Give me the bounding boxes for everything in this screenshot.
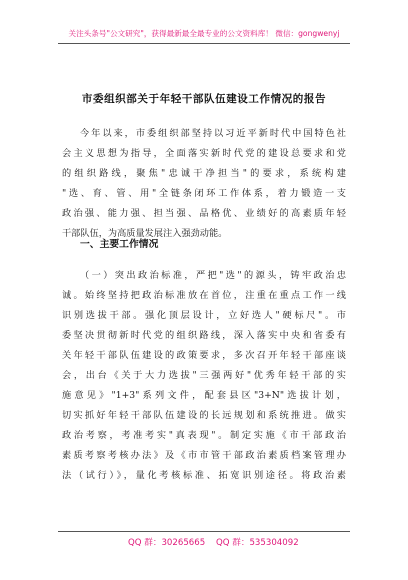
- footer-qq-group-1: QQ 群：30265665: [128, 538, 206, 548]
- intro-line: 干部队伍，为高质量发展注入强劲动能。: [62, 228, 228, 239]
- section-line: 施意见》"1+3"系列文件，配套县区"3+N"选拔计划，: [62, 390, 346, 401]
- section-paragraph: [62, 266, 346, 486]
- section-line: 会，出台《关于大力选拔"三强两好"优秀年轻干部的实: [62, 370, 346, 381]
- footer-divider: [58, 531, 350, 532]
- header-banner: 关注头条号"公文研究"，获得最新最全最专业的公文资料库！ 微信：gongwenyj: [68, 29, 340, 38]
- footer-qq-group-2: QQ 群：535304092: [216, 538, 299, 548]
- intro-line: 的组织路线，聚焦"忠诚干净担当"的要求，系统构建: [62, 168, 346, 179]
- intro-line: 政治强、能力强、担当强、品格优、业绩好的高素质年轻: [62, 208, 346, 219]
- header-divider: [58, 43, 350, 44]
- document-title: 市委组织部关于年轻干部队伍建设工作情况的报告: [81, 93, 327, 105]
- intro-line: 会主义思想为指导，全面落实新时代党的建设总要求和党: [62, 148, 346, 159]
- section-line: （一）突出政治标准，严把"选"的源头，铸牢政治忠: [80, 270, 346, 281]
- section-line: 关年轻干部队伍建设的政策要求，多次召开年轻干部座谈: [62, 350, 346, 361]
- section-line: 切实抓好年轻干部队伍建设的长远规划和系统推进。做实: [62, 410, 346, 421]
- section-line: 政治考察，考准考实"真表现"。制定实施《市干部政治: [62, 430, 346, 441]
- section-line: 素质考察考核办法》及《市市管干部政治素质档案管理办: [62, 450, 346, 461]
- intro-line: "选、育、管、用"全链条闭环工作体系，着力锻造一支: [62, 188, 346, 199]
- section-heading: 一、主要工作情况: [80, 239, 159, 250]
- section-line: 委坚决贯彻新时代党的组织路线，深入落实中央和省委有: [62, 330, 346, 341]
- footer-contacts: [0, 536, 408, 550]
- intro-line: 今年以来，市委组织部坚持以习近平新时代中国特色社: [80, 128, 346, 139]
- section-line: 法（试行）》，量化考核标准、拓宽识别途径。将政治素: [62, 470, 346, 481]
- intro-paragraph: [62, 124, 346, 244]
- section-line: 识别选拔干部。强化顶层设计，立好选人"硬标尺"。市: [62, 310, 346, 321]
- section-line: 诚。始终坚持把政治标准放在首位，注重在重点工作一线: [62, 290, 346, 301]
